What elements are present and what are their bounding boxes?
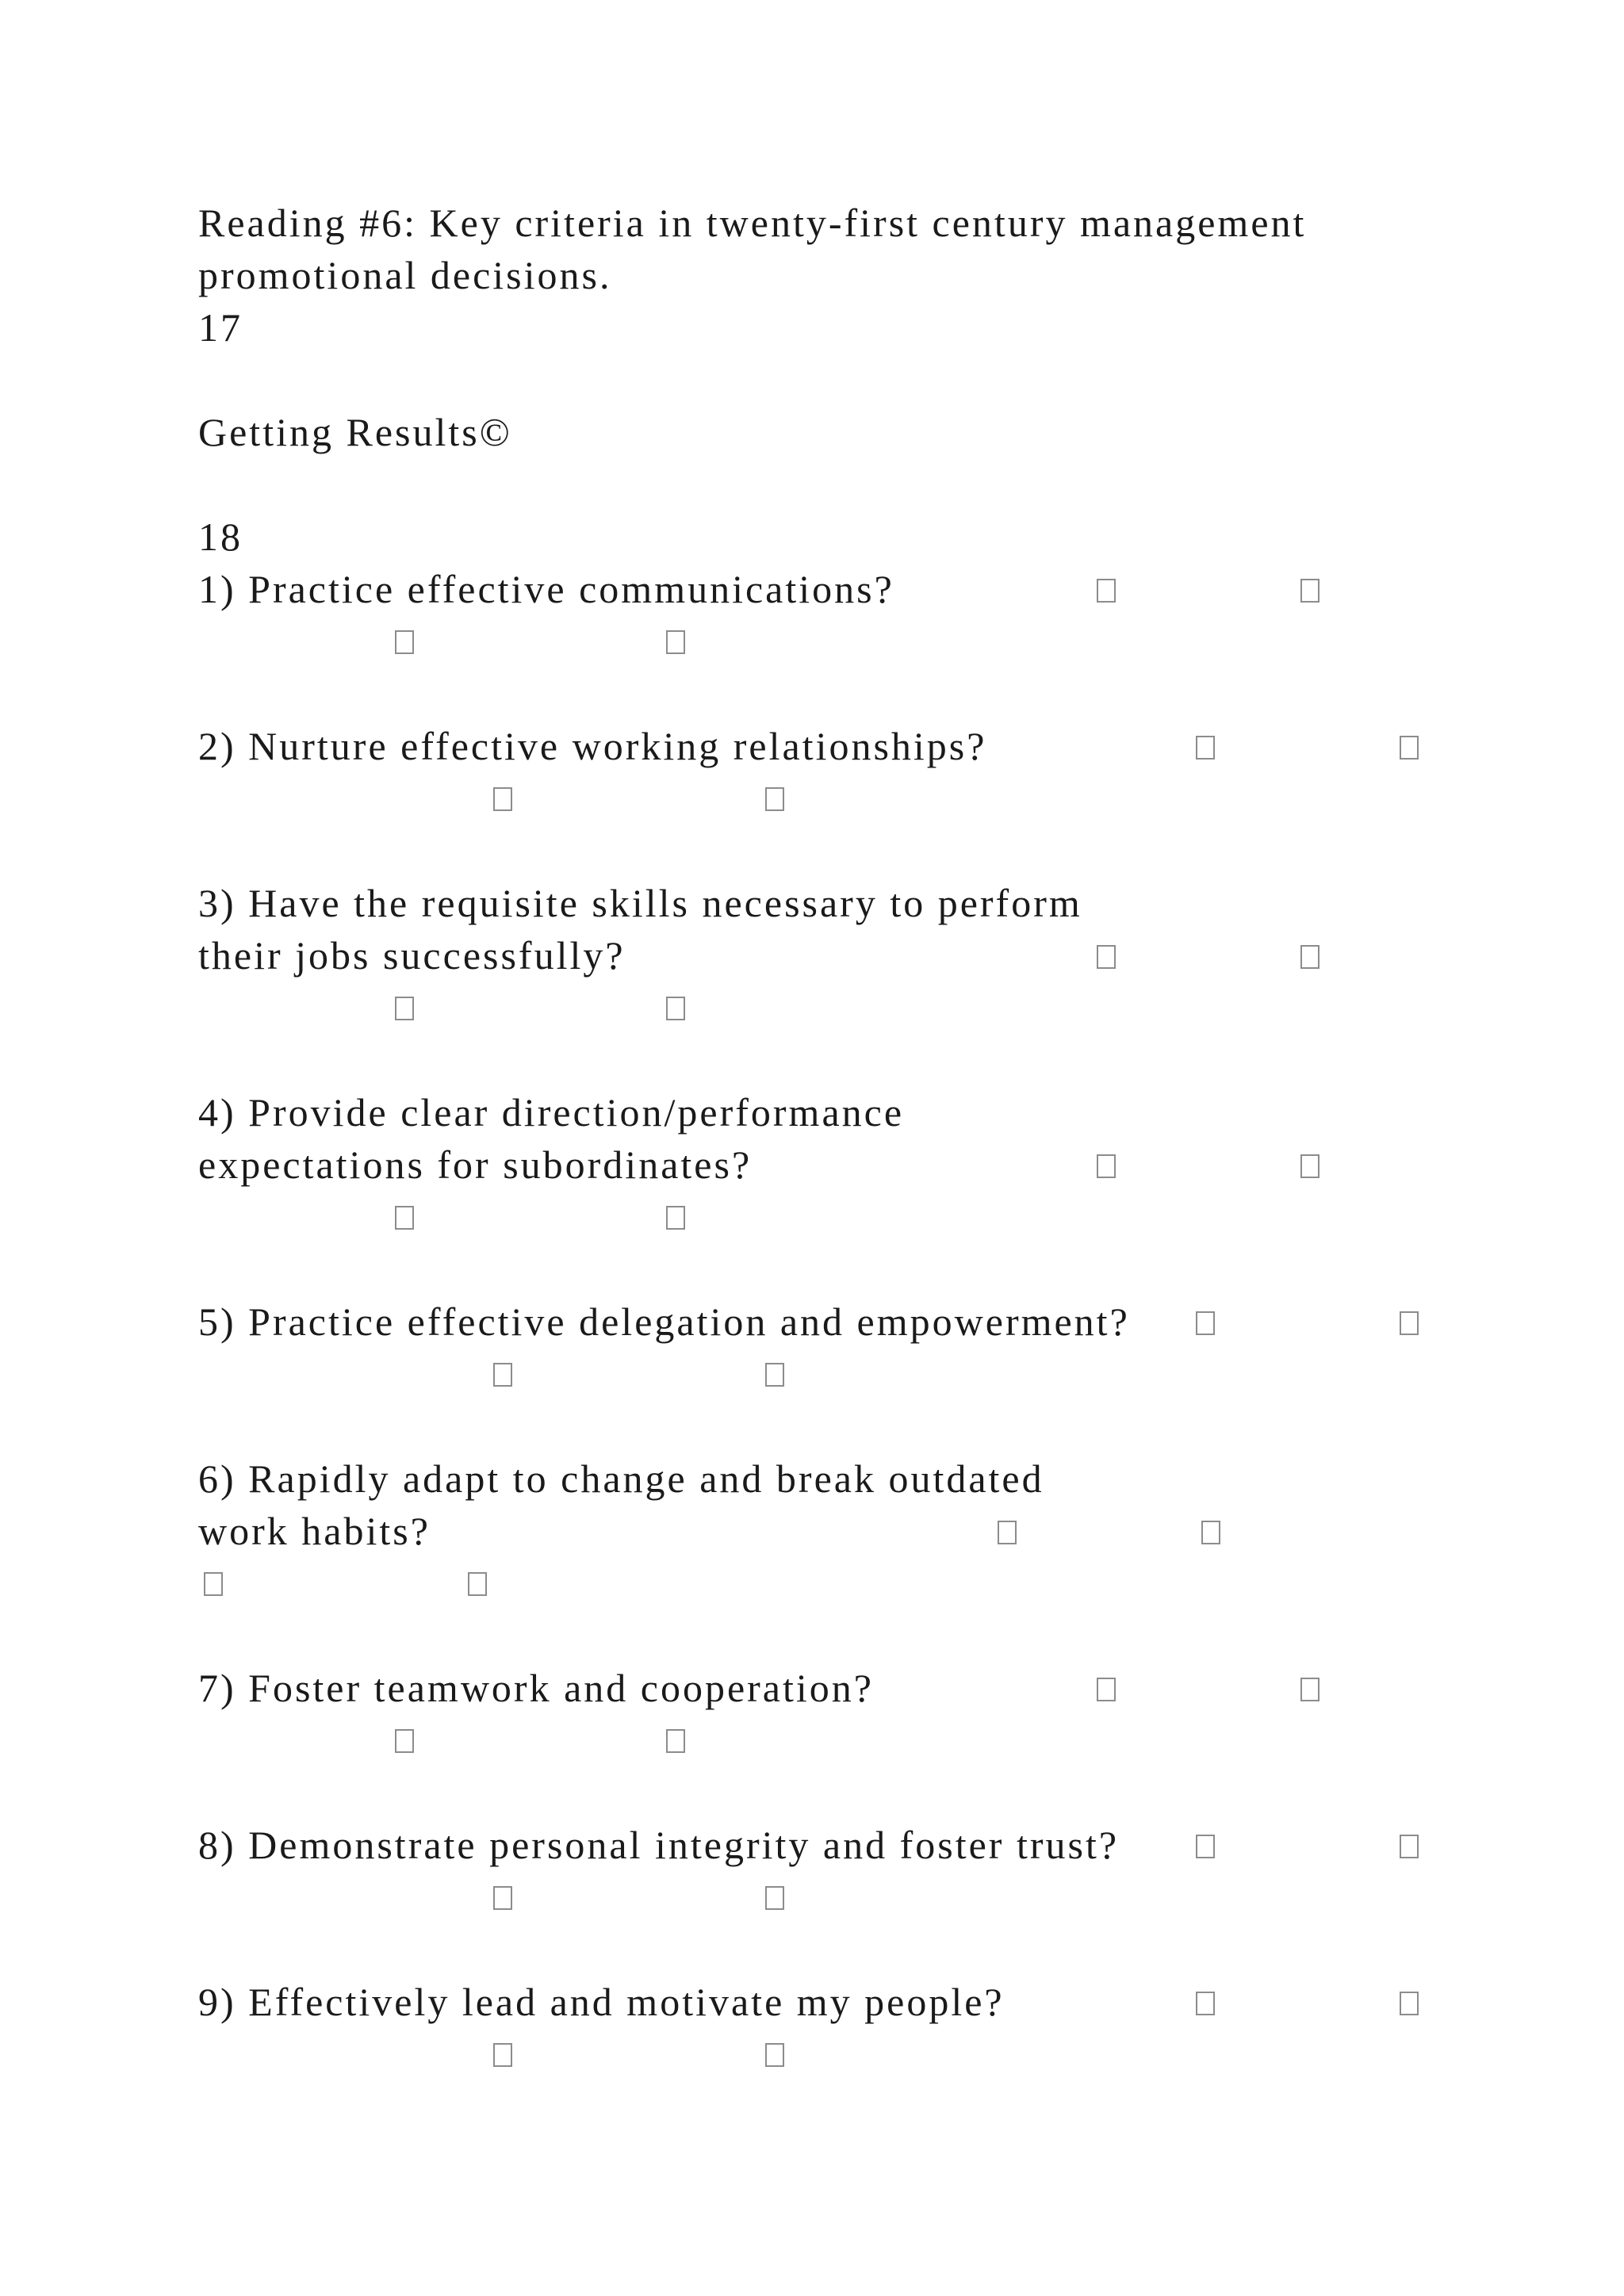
rating-checkbox[interactable] — [1400, 1835, 1419, 1858]
question-3-text-cont: their jobs successfully? — [198, 933, 626, 978]
heading-line-2: promotional decisions. — [198, 253, 612, 297]
rating-checkbox[interactable] — [1300, 1154, 1320, 1178]
rating-checkbox[interactable] — [765, 1886, 784, 1910]
rating-checkbox[interactable] — [1196, 1835, 1215, 1858]
rating-checkbox[interactable] — [1196, 736, 1215, 760]
rating-checkbox[interactable] — [1300, 579, 1320, 603]
section-title: Getting Results© — [198, 410, 512, 454]
question-5-text: 5) Practice effective delegation and empowerment? — [198, 1299, 1130, 1344]
question-8-text: 8) Demonstrate personal integrity and foster trust? — [198, 1823, 1120, 1867]
question-6-text: 6) Rapidly adapt to change and break outdated — [198, 1456, 1044, 1501]
question-4-text: 4) Provide clear direction/performance — [198, 1090, 905, 1135]
question-4-text-cont: expectations for subordinates? — [198, 1142, 753, 1187]
rating-checkbox[interactable] — [493, 1363, 512, 1387]
question-7-text: 7) Foster teamwork and cooperation? — [198, 1666, 874, 1710]
rating-checkbox[interactable] — [1400, 1992, 1419, 2015]
rating-checkbox[interactable] — [1097, 945, 1116, 969]
rating-checkbox[interactable] — [1196, 1311, 1215, 1335]
rating-checkbox[interactable] — [666, 1729, 685, 1753]
rating-checkbox[interactable] — [468, 1572, 487, 1596]
question-1-text: 1) Practice effective communications? — [198, 567, 894, 611]
question-3-text: 3) Have the requisite skills necessary to perform — [198, 881, 1082, 925]
rating-checkbox[interactable] — [1400, 736, 1419, 760]
rating-checkbox[interactable] — [998, 1521, 1017, 1544]
rating-checkbox[interactable] — [395, 1206, 414, 1230]
rating-checkbox[interactable] — [765, 1363, 784, 1387]
question-2-text: 2) Nurture effective working relationships? — [198, 724, 987, 768]
rating-checkbox[interactable] — [1196, 1992, 1215, 2015]
rating-checkbox[interactable] — [1097, 1154, 1116, 1178]
rating-checkbox[interactable] — [666, 630, 685, 654]
rating-checkbox[interactable] — [493, 787, 512, 811]
question-6-text-cont: work habits? — [198, 1509, 431, 1553]
rating-checkbox[interactable] — [493, 1886, 512, 1910]
question-9-text: 9) Effectively lead and motivate my people? — [198, 1980, 1005, 2024]
rating-checkbox[interactable] — [395, 630, 414, 654]
rating-checkbox[interactable] — [1300, 1678, 1320, 1701]
rating-checkbox[interactable] — [1400, 1311, 1419, 1335]
rating-checkbox[interactable] — [765, 787, 784, 811]
heading-line-1: Reading #6: Key criteria in twenty-first century management — [198, 201, 1307, 245]
page-number: 18 — [198, 515, 243, 559]
rating-checkbox[interactable] — [493, 2043, 512, 2067]
rating-checkbox[interactable] — [765, 2043, 784, 2067]
rating-checkbox[interactable] — [395, 1729, 414, 1753]
rating-checkbox[interactable] — [1201, 1521, 1220, 1544]
rating-checkbox[interactable] — [1300, 945, 1320, 969]
rating-checkbox[interactable] — [666, 1206, 685, 1230]
rating-checkbox[interactable] — [1097, 579, 1116, 603]
rating-checkbox[interactable] — [204, 1572, 223, 1596]
rating-checkbox[interactable] — [666, 997, 685, 1020]
rating-checkbox[interactable] — [395, 997, 414, 1020]
rating-checkbox[interactable] — [1097, 1678, 1116, 1701]
page-number: 17 — [198, 305, 243, 350]
